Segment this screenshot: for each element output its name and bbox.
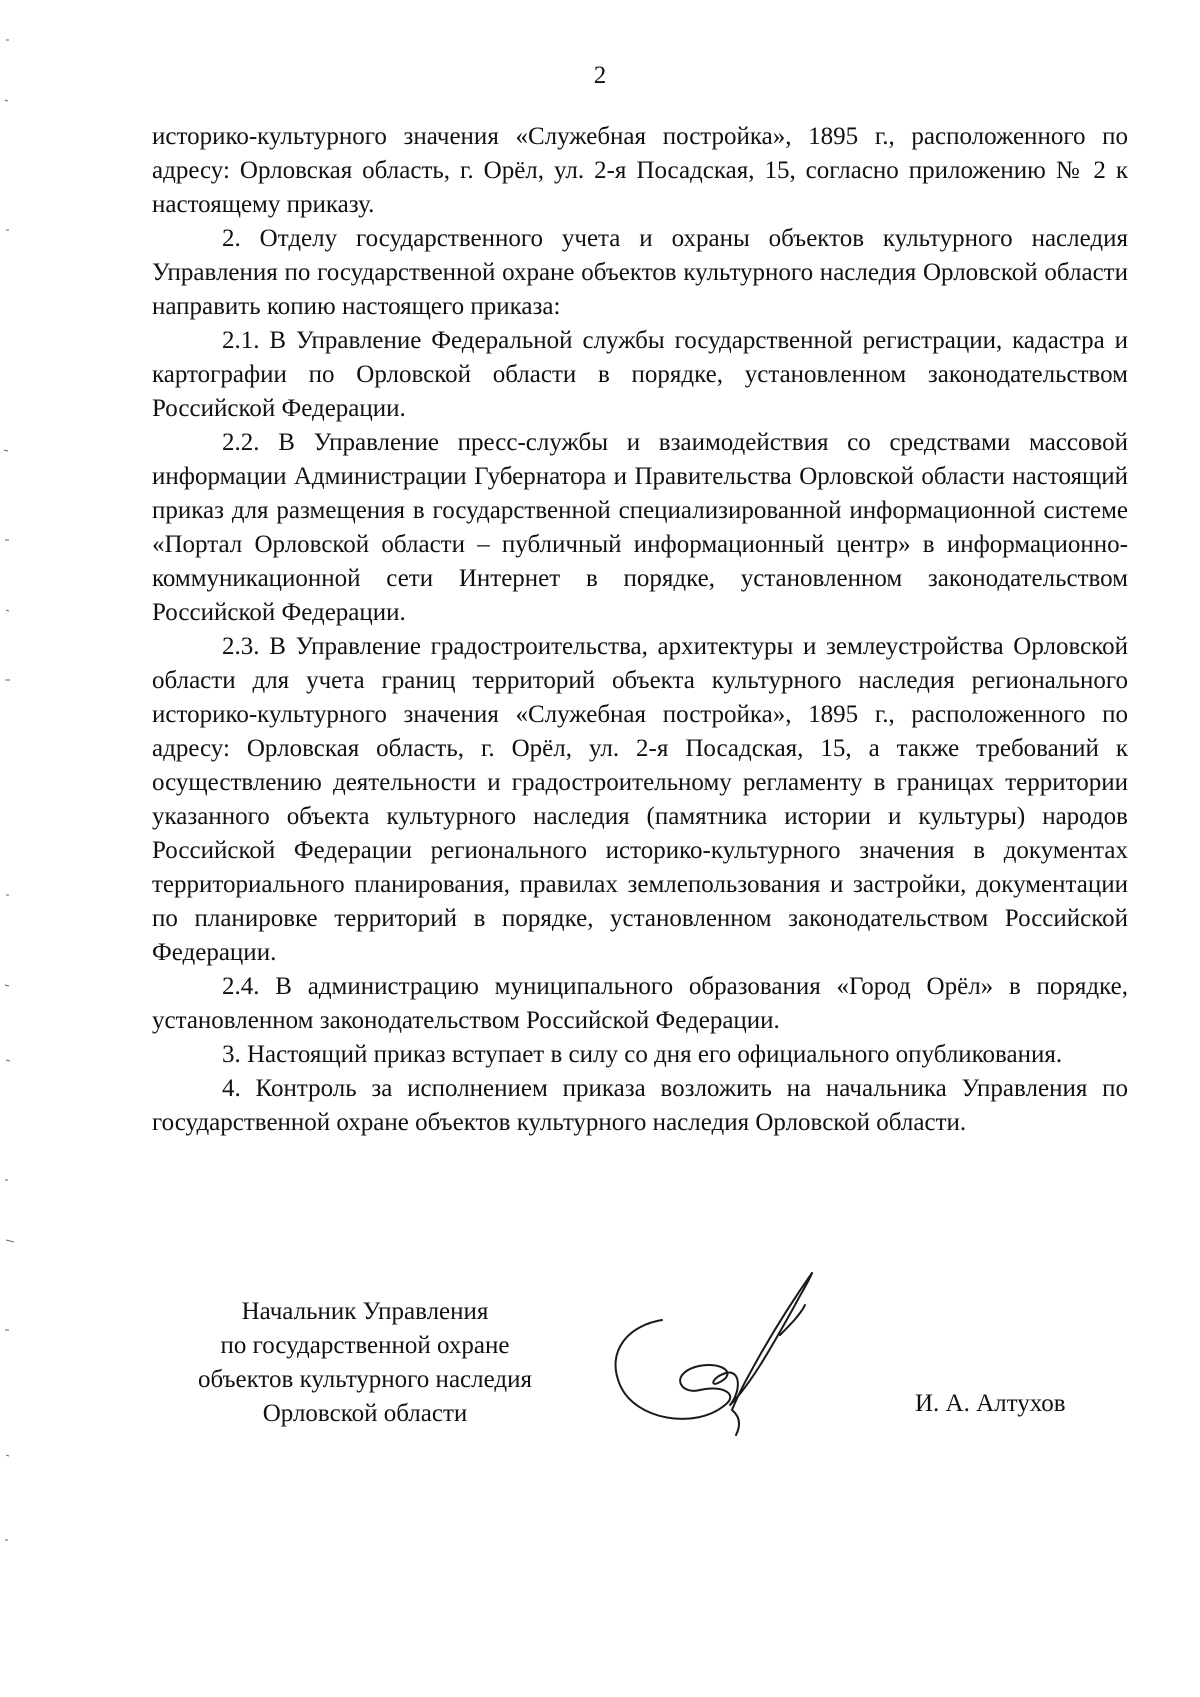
paragraph-1-continuation: историко-культурного значения «Служебная постройка», 1895 г., расположенного по адресу: Орловская область, г. Орёл, ул. 2-я Посадская, 15, согласно приложению № 2 к настоящему приказу.: [152, 123, 1128, 218]
page-number: 2: [593, 62, 607, 89]
signer-position-line: объектов культурного наследия: [198, 1366, 532, 1393]
paragraph-2-2: 2.2. В Управление пресс-службы и взаимодействия со средствами массовой информации Администрации Губернатора и Правительства Орловской области настоящий приказ для размещения в государственной специализированной информационной системе «Портал Орловской области – публичный информационный центр» в информационно-коммуникационной сети Интернет в порядке, установленном законодательством Российской Федерации.: [152, 429, 1128, 626]
signer-position: [165, 1295, 565, 1431]
paragraph-2: 2. Отделу государственного учета и охраны объектов культурного наследия Управления по государственной охране объектов культурного наследия Орловской области направить копию настоящего приказа:: [152, 225, 1128, 320]
handwritten-signature: [600, 1265, 860, 1440]
paragraph-2-3: 2.3. В Управление градостроительства, архитектуры и землеустройства Орловской области для учета границ территорий объекта культурного наследия регионального историко-культурного значения «Служебная постройка», 1895 г., расположенного по адресу: Орловская область, г. Орёл, ул. 2-я Посадская, 15, а также требований к осуществлению деятельности и градостроительному регламенту в границах территории указанного объекта культурного наследия (памятника истории и культуры) народов Российской Федерации регионального историко-культурного значения в документах территориального планирования, правилах землепользования и застройки, документации по планировке территорий в порядке, установленном законодательством Российской Федерации.: [152, 633, 1128, 966]
document-body: [152, 120, 1128, 1140]
signer-position-line: Орловской области: [262, 1400, 468, 1427]
paragraph-2-4: 2.4. В администрацию муниципального образования «Город Орёл» в порядке, установленном законодательством Российской Федерации.: [152, 973, 1128, 1034]
paragraph-2-1: 2.1. В Управление Федеральной службы государственной регистрации, кадастра и картографии по Орловской области в порядке, установленном законодательством Российской Федерации.: [152, 327, 1128, 422]
signer-position-line: Начальник Управления: [241, 1298, 489, 1325]
scan-margin-marks: [0, 0, 20, 1697]
paragraph-3: 3. Настоящий приказ вступает в силу со дня его официального опубликования.: [222, 1041, 1063, 1068]
signer-position-line: по государственной охране: [220, 1332, 510, 1359]
signer-name: И. А. Алтухов: [915, 1390, 1066, 1417]
paragraph-4: 4. Контроль за исполнением приказа возложить на начальника Управления по государственной охране объектов культурного наследия Орловской области.: [152, 1075, 1128, 1136]
